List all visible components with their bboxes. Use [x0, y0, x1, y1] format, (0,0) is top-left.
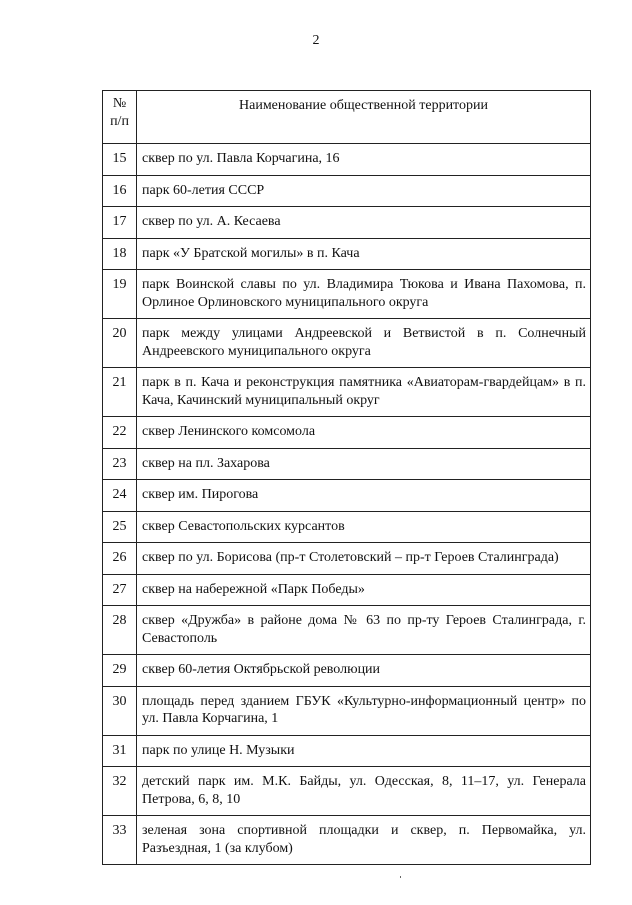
territory-name: сквер Севастопольских курсантов — [137, 511, 591, 543]
table-row — [103, 767, 591, 816]
territory-name: зеленая зона спортивной площадки и сквер, п. Первомайка, ул. Разъездная, 1 (за клубом) — [137, 816, 591, 865]
row-number: 22 — [103, 417, 137, 449]
table-row — [103, 480, 591, 512]
table-row — [103, 511, 591, 543]
row-number: 15 — [103, 144, 137, 176]
row-number: 31 — [103, 735, 137, 767]
table-row — [103, 655, 591, 687]
table-row — [103, 543, 591, 575]
table-row — [103, 606, 591, 655]
column-header-number-text: № п/п — [110, 96, 129, 130]
row-number: 30 — [103, 686, 137, 735]
territories-table — [102, 90, 591, 865]
table-row — [103, 574, 591, 606]
territory-name: парк Воинской славы по ул. Владимира Тюкова и Ивана Пахомова, п. Орлиное Орлиновского муниципального округа — [137, 270, 591, 319]
row-number: 17 — [103, 207, 137, 239]
row-number: 16 — [103, 175, 137, 207]
territory-name: парк между улицами Андреевской и Ветвистой в п. Солнечный Андреевского муниципального округа — [137, 319, 591, 368]
row-number: 32 — [103, 767, 137, 816]
table-row — [103, 144, 591, 176]
row-number: 23 — [103, 448, 137, 480]
page-number: 2 — [312, 33, 320, 48]
territory-name: парк «У Братской могилы» в п. Кача — [137, 238, 591, 270]
row-number: 24 — [103, 480, 137, 512]
table-row — [103, 270, 591, 319]
column-header-name: Наименование общественной территории — [137, 91, 591, 144]
territory-name: сквер «Дружба» в районе дома № 63 по пр-ту Героев Сталинграда, г. Севастополь — [137, 606, 591, 655]
row-number: 27 — [103, 574, 137, 606]
row-number: 25 — [103, 511, 137, 543]
row-number: 29 — [103, 655, 137, 687]
territory-name: площадь перед зданием ГБУК «Культурно-информационный центр» по ул. Павла Корчагина, 1 — [137, 686, 591, 735]
territory-name: детский парк им. М.К. Байды, ул. Одесская, 8, 11–17, ул. Генерала Петрова, 6, 8, 10 — [137, 767, 591, 816]
table-row — [103, 238, 591, 270]
table-row — [103, 368, 591, 417]
table-row — [103, 417, 591, 449]
scan-speck — [400, 876, 401, 878]
table-row — [103, 735, 591, 767]
row-number: 28 — [103, 606, 137, 655]
territory-name: сквер на пл. Захарова — [137, 448, 591, 480]
territory-name: сквер им. Пирогова — [137, 480, 591, 512]
table-row — [103, 175, 591, 207]
territory-name: парк 60-летия СССР — [137, 175, 591, 207]
territory-name: парк в п. Кача и реконструкция памятника «Авиаторам-гвардейцам» в п. Кача, Качинский муниципальный округ — [137, 368, 591, 417]
column-header-number — [103, 91, 137, 144]
row-number: 20 — [103, 319, 137, 368]
row-number: 33 — [103, 816, 137, 865]
table-row — [103, 686, 591, 735]
table-header-row — [103, 91, 591, 144]
territory-name: сквер на набережной «Парк Победы» — [137, 574, 591, 606]
territory-name: парк по улице Н. Музыки — [137, 735, 591, 767]
row-number: 21 — [103, 368, 137, 417]
table-row — [103, 816, 591, 865]
table-row — [103, 319, 591, 368]
table-row — [103, 207, 591, 239]
row-number: 19 — [103, 270, 137, 319]
table-row — [103, 448, 591, 480]
row-number: 26 — [103, 543, 137, 575]
territory-name: сквер по ул. А. Кесаева — [137, 207, 591, 239]
territory-name: сквер Ленинского комсомола — [137, 417, 591, 449]
territory-name: сквер 60-летия Октябрьской революции — [137, 655, 591, 687]
row-number: 18 — [103, 238, 137, 270]
territory-name: сквер по ул. Павла Корчагина, 16 — [137, 144, 591, 176]
territory-name: сквер по ул. Борисова (пр-т Столетовский – пр-т Героев Сталинграда) — [137, 543, 591, 575]
